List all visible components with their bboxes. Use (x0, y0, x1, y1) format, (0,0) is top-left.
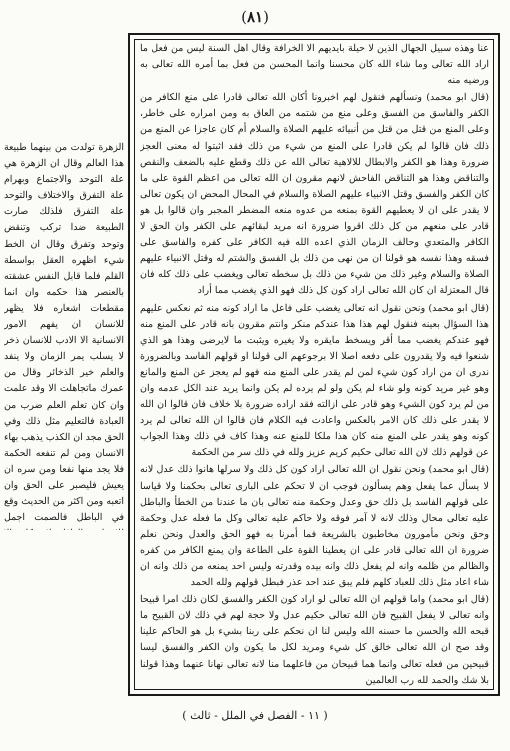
paragraph-5: (قال ابو محمد) واما قولهم ان الله تعالى لو اراد كون الكفر والفسق لكان ذلك امرا قبيحا وانه تعالى لا يفعل القبيح فان الله تعالى حكيم عدل ولا حجة لهم في ذلك لان القبيح ما قبحه الله والحسن ما حسنه الله وليس لنا ان نحكم على ربنا بشيء بل هو الحاكم علينا وقد صح ان الله تعالى خالق كل شيء ومريد لكل ما يكون وان الكفر والفسق ليسا قبيحين من فعله تعالى وانما هما قبيحان من فاعلهما منا لانه تعالى نهانا عنهما وهذا قولنا بلا شك والحمد لله رب العالمين (140, 594, 489, 686)
main-text-frame (128, 33, 500, 696)
page-footer: ( ١١ - الفصل في الملل - ثالث ) (182, 709, 328, 722)
page-number-value: ٨١ (246, 8, 264, 26)
margin-note: الزهرة تولدت من بينهما طبيعة هذا العالم وقال ان الزهرة هي علة التوحد والاجتماع وبهرام علة التفرق والاختلاف والتوحد علة التفرق فلذلك صارت الطبيعة ضدا تركب وتنقض وتوحد وتفرق وقال ان الخط شيء اظهره العقل بواسطة القلم فلما قابل النفس عشقته بالعنصر هذا حكمه وان انما مقطعات اشعاره فلا يظهر للانسان ان يفهم الامور الانسانية الا الادب للانسان ذخر لا يسلب يمر الزمان ولا ينفد والعلم خير الذخائر وقال من عمرك ماتجاهلت الا وقد علمت وان كان تعلم العلم ضرب من العبادة فالتعليم مثل ذلك وفي الحق مجد ان الكذب يذهب بهاء الانسان ومن لم تنفعه الحكمة فلا يجد منها نفعا ومن سره ان يعيش فليصبر على الحق وان اتعبه ومن اكثر من الحديث وقع في الباطل فالصمت اجمل (4, 142, 124, 524)
page-number (0, 8, 510, 26)
paragraph-1: عنا وهذه سبيل الجهال الذين لا حيلة بايديهم الا الخرافة وقال اهل السنة ليس من فعل ما اراد الله تعالى وما شاء الله كان محسنا وانما المحسن من فعل بما أمره الله تعالى به ورضيه منه (140, 43, 489, 87)
main-text-body (140, 41, 489, 688)
paragraph-3: (قال ابو محمد) ونحن نقول انه تعالى يغضب على فاعل ما اراد كونه منه ثم نعكس عليهم هذا السؤال بعينه فنقول لهم هذا هذا عندكم منكر وانتم مقرون بانه قادر على المنع منه فهو عندكم يغضب مما أقر ويسخط مايقره ولا يغيره ويثبت ما لايرضى وهذا هو الذي شنعوا فيه ولا يقدرون على دفعه اصلا الا برجوعهم الى قولنا او قولهم الفاسد وبالضرورة ندرى ان من اراد كون شيء لمن لم يقدر على المنع منه فهو لم يعجز عن المنع والمانع وهو غير مريد كونه ولو شاء لم يكن ولو لم يرده لم يكن وانما يريد عند الكل عدمه وان من لم يرد كون الشيء وهو قادر على ازالته فقد اراده ضرورة بلا خلاف فان قالوا ان الله لا يقدر على ذلك كان الامر بالعكس واعادت فيه الكلام فان قالوا ان الله تعالى لم يرد كونه وهو يقدر على المنع منه كان هذا ملكا للمنع عنه وهذا كاف في ذلك وهذا الجواب عن قولهم ذلك لان الله تعالى حكيم كريم عزيز ولله في ذلك سر من الحكمة (140, 302, 489, 459)
page-number-open-paren: ( (241, 8, 247, 26)
paragraph-4: (قال ابو محمد) ونحن نقول ان الله تعالى اراد كون كل ذلك ولا سرلها هانوا ذلك عدل لانه لا يسأل عما يفعل وهم يسألون فوجب ان لا تحكم على البارى تعالى بحكمنا ولا قياسا على قولهم الفاسد بل ذلك حق وعدل وحكمة منه تعالى بان ما عندنا من الخطأ والباطل عليه تعالى محال وذلك لانه لا آمر فوقه ولا حاكم عليه تعالى وكل ما فعله عدل وحكمة وحق ونحن مأمورون مخاطبون بالشريعة فما أمرنا به فهو الحق والعدل ونحن نعلم ضرورة ان الله تعالى قادر على ان يعطينا القوة على الطاعة وان يمنع الكافر من كفره والظالم من ظلمه وانه لم يفعل ذلك وانه بيده وقدرته وليس احد يمنعه من ذلك وانه ان شاء اعاد مثل ذلك للعباد كلهم فلم يبق عند احد عذر فبطل قولهم ولله الحمد (140, 464, 489, 589)
paragraph-2: (قال ابو محمد) ونسألهم فنقول لهم اخبرونا أكان الله تعالى قادرا على منع الكافر من الكفر والفاسق من الفسق وعلى منع من شتمه من العاق به ومن امراره على خاطر، وعلى المنع من قتل من قتل من أنبيائه عليهم الصلاة والسلام أم كان عاجزا عن المنع من ذلك فان قالوا لم يكن قادرا على المنع من شيء من ذلك فقد اثبتوا له معنى العجز ضرورة وهذا هو الكفر والابطال للالاهية تعالى الله عن ذلك وقطع عليه بالضعف والنقص والتناقض وهذا هو التناقض الفاحش لانهم مقرون ان الله تعالى من اعظم القوة على ما كان الكفر والفسق وقتل الانبياء عليهم الصلاة والسلام في المحال المحض ان يكون تعالى لا يقدر على ان لا يعطيهم القوة بمنعه من عدوه منعه المضطر المجبر وان قالوا بل هو قادر على منعهم من كل ذلك اقروا ضرورة انه مريد لبقائهم على الكفر وان الحق لا الكافر والمتعدي وحالف الزمان الذي اعده الله فيه الكافر على كفره والفاسق على فسقه وهذا نفسه هو قولنا ان من نهى من ذلك بل الفسق والشتم له وقتل الانبياء عليهم الصلاة والسلام وغير ذلك من شيء من ذلك بل سخطه تعالى ويغضب على ذلك كله فان قال المعتزلة ان كان الله تعالى اراد كون كل ذلك فهو الذي يغضب مما أراد (140, 92, 489, 297)
page-number-close-paren: ) (263, 8, 269, 26)
